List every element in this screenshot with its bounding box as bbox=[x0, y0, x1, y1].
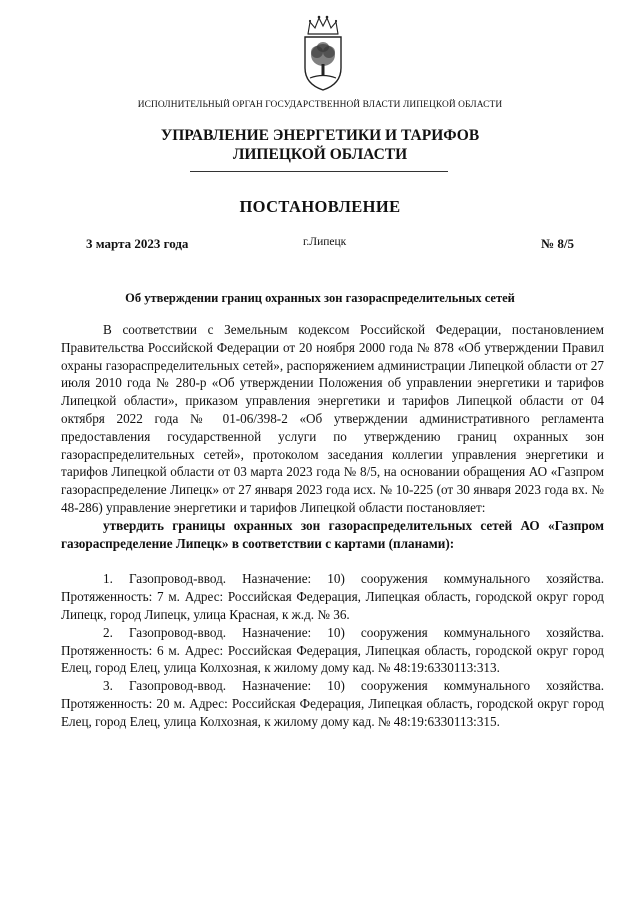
department-title-line2: ЛИПЕЦКОЙ ОБЛАСТИ bbox=[232, 146, 408, 163]
authority-name: ИСПОЛНИТЕЛЬНЫЙ ОРГАН ГОСУДАРСТВЕННОЙ ВЛАСТИ ЛИПЕЦКОЙ ОБЛАСТИ bbox=[137, 100, 503, 110]
document-subject: Об утверждении границ охранных зон газораспределительных сетей bbox=[125, 291, 515, 305]
list-item: 3. Газопровод-ввод. Назначение: 10) сооружения коммунального хозяйства. Протяженность: 20 м. Адрес: Российская Федерация, Липецкая область, городской округ город Елец, город Елец, улица Колхозная, к жилому дому кад. № 48:19:6330113:315. bbox=[61, 678, 604, 729]
document-city: г.Липецк bbox=[303, 236, 347, 248]
department-title-line1: УПРАВЛЕНИЕ ЭНЕРГЕТИКИ И ТАРИФОВ bbox=[160, 127, 480, 144]
list-item: 1. Газопровод-ввод. Назначение: 10) сооружения коммунального хозяйства. Протяженность: 7 м. Адрес: Российская Федерация, Липецкая область, городской округ город Липецк, город Липецк, улица Красная, к ж.д. № 36. bbox=[61, 571, 604, 622]
document-number: № 8/5 bbox=[541, 236, 574, 251]
document-type: ПОСТАНОВЛЕНИЕ bbox=[239, 197, 401, 216]
preamble-paragraph: В соответствии с Земельным кодексом Российской Федерации, постановлением Правительства Российской Федерации от 20 ноября 2000 года № 878 «Об утверждении Правил охраны газораспределительных сетей», распоряжением администрации Липецкой области от 27 июля 2010 года № 280-р «Об утверждении Положения об управлении энергетики и тарифов Липецкой области», приказом управления энергетики и тарифов Липецкой области от 04 октября 2022 года № 01-06/398-2 «Об утверждении административного регламента предоставления государственной услуги по утверждению границ охранных зон газораспределительных сетей», протоколом заседания коллегии управления энергетики и тарифов Липецкой области от 03 марта 2023 года № 8/5, на основании обращения АО «Газпром газораспределение Липецк» от 27 января 2023 года исх. № 10-225 (от 30 января 2023 года вх. № 48-286) управление энергетики и тарифов Липецкой области постановляет: bbox=[61, 322, 604, 515]
list-item: 2. Газопровод-ввод. Назначение: 10) сооружения коммунального хозяйства. Протяженность: 6 м. Адрес: Российская Федерация, Липецкая область, городской округ город Елец, город Елец, улица Колхозная, к жилому дому кад. № 48:19:6330113:313. bbox=[61, 624, 604, 676]
document-date: 3 марта 2023 года bbox=[86, 236, 189, 251]
items-list bbox=[61, 570, 604, 730]
department-title bbox=[0, 126, 640, 164]
resolution-paragraph: утвердить границы охранных зон газораспределительных сетей АО «Газпром газораспределение Липецк» в соответствии с картами (планами): bbox=[61, 517, 604, 551]
document-body bbox=[61, 321, 604, 731]
header-divider bbox=[190, 171, 448, 172]
coat-of-arms-icon bbox=[300, 12, 346, 92]
